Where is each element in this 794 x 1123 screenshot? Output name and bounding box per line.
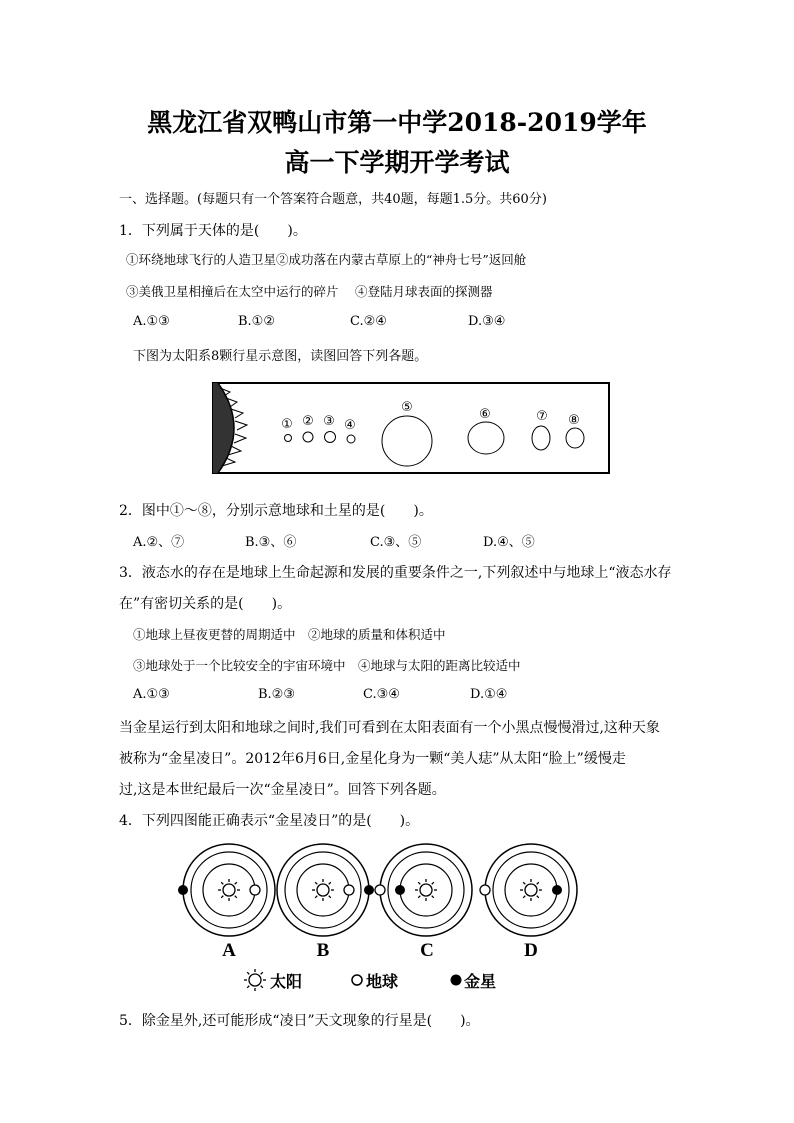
q2-option-d: D.④、⑤ <box>483 535 535 550</box>
diagram-label-a: A <box>222 940 236 961</box>
planet-3 <box>325 432 336 443</box>
planet-label-3: ③ <box>323 414 335 429</box>
q2-option-c: C.③、⑤ <box>370 535 422 550</box>
earth-dot <box>480 885 490 895</box>
q3-stem-line2: 在”有密切关系的是( )。 <box>119 596 292 612</box>
figure-intro: 下图为太阳系8颗行星示意图，读图回答下列各题。 <box>133 349 428 364</box>
q2-option-b: B.③、⑥ <box>245 535 297 550</box>
q1-option-b: B.①② <box>238 314 275 329</box>
diagram-label-b: B <box>316 940 330 961</box>
diagram-label-d: D <box>524 940 538 961</box>
q1-option-d: D.③④ <box>468 314 506 329</box>
planet-label-8: ⑧ <box>568 413 580 428</box>
earth-dot <box>250 885 260 895</box>
venus-dot <box>364 885 374 895</box>
q1-stem: 1．下列属于天体的是( )。 <box>119 223 307 239</box>
section-header: 一、选择题。(每题只有一个答案符合题意，共40题，每题1.5分。共60分) <box>119 192 547 207</box>
q1-item-line1: ①环绕地球飞行的人造卫星②成功落在内蒙古草原上的“神舟七号”返回舱 <box>126 252 527 267</box>
q3-stem-line1: 3．液态水的存在是地球上生命起源和发展的重要条件之一,下列叙述中与地球上“液态水存 <box>119 565 672 581</box>
q1-option-c: C.②④ <box>350 314 387 329</box>
planet-label-7: ⑦ <box>536 409 548 424</box>
q4-stem: 4．下列四图能正确表示“金星凌日”的是( )。 <box>119 813 420 829</box>
passage-line3: 过,这是本世纪最后一次“金星凌日”。回答下列各题。 <box>119 782 446 798</box>
planet-5 <box>382 416 432 466</box>
legend-venus-label: 金星 <box>464 972 497 991</box>
planet-1 <box>285 435 292 442</box>
legend-earth-icon <box>352 975 362 985</box>
planet-label-5: ⑤ <box>401 400 413 415</box>
planet-7 <box>532 426 550 450</box>
q2-stem: 2．图中①～⑧，分别示意地球和土星的是( )。 <box>119 503 433 519</box>
earth-dot <box>375 885 385 895</box>
legend-earth-label: 地球 <box>366 972 399 991</box>
page-title: 黑龙江省双鸭山市第一中学2018-2019学年 <box>147 108 647 137</box>
planet-8 <box>566 428 584 448</box>
planet-4 <box>347 435 355 443</box>
legend-sun-label: 太阳 <box>270 972 303 991</box>
planet-label-6: ⑥ <box>479 407 491 422</box>
q2-option-a: A.②、⑦ <box>133 535 185 550</box>
venus-dot <box>552 885 562 895</box>
passage-line1: 当金星运行到太阳和地球之间时,我们可看到在太阳表面有一个小黑点慢慢滑过,这种天象 <box>119 720 660 736</box>
diagram-b <box>277 844 374 936</box>
q3-option-d: D.①④ <box>470 687 508 702</box>
legend-venus-icon <box>451 975 462 986</box>
q1-item-line2: ③美俄卫星相撞后在太空中运行的碎片 ④登陆月球表面的探测器 <box>126 284 493 299</box>
q5-stem: 5．除金星外,还可能形成“凌日”天文现象的行星是( )。 <box>119 1013 480 1029</box>
legend-sun-icon <box>244 969 266 991</box>
planet-label-2: ② <box>302 414 314 429</box>
q3-option-c: C.③④ <box>363 687 400 702</box>
planet-label-1: ① <box>281 417 293 432</box>
solar-system-figure <box>210 380 612 476</box>
page-subtitle: 高一下学期开学考试 <box>284 148 510 177</box>
diagram-a <box>178 844 275 936</box>
passage-line2: 被称为“金星凌日”。2012年6月6日,金星化身为一颗“美人痣”从太阳“脸上”缓慢走 <box>119 751 626 767</box>
q3-item-line2: ③地球处于一个比较安全的宇宙环境中 ④地球与太阳的距离比较适中 <box>133 658 521 673</box>
planet-label-4: ④ <box>344 418 356 433</box>
q1-option-a: A.①③ <box>133 314 170 329</box>
q3-option-b: B.②③ <box>258 687 295 702</box>
q3-item-line1: ①地球上昼夜更替的周期适中 ②地球的质量和体积适中 <box>133 627 446 642</box>
venus-dot <box>395 885 405 895</box>
planet-6 <box>468 422 504 454</box>
earth-dot <box>344 885 354 895</box>
q3-option-a: A.①③ <box>133 687 170 702</box>
diagram-label-c: C <box>420 940 434 961</box>
venus-dot <box>178 885 188 895</box>
diagram-d <box>480 844 577 936</box>
diagram-c <box>375 844 472 936</box>
planet-2 <box>303 432 313 442</box>
